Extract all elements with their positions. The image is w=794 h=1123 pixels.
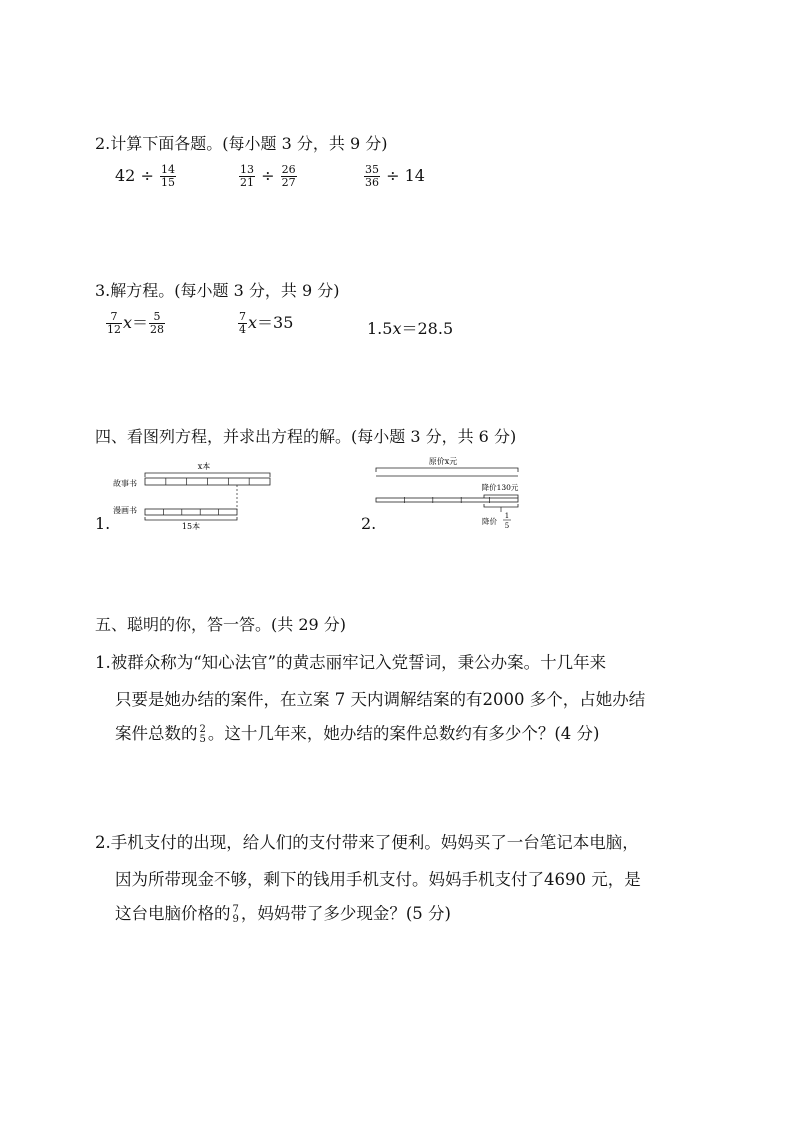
whole-number: 14 — [404, 166, 425, 185]
q2-line-1: 2.手机支付的出现，给人们的支付带来了便利。妈妈买了一台笔记本电脑， — [95, 833, 639, 852]
whole-number: 42 — [115, 166, 136, 185]
row2-label: 漫画书 — [113, 506, 137, 515]
calc-problem-2 — [238, 164, 298, 189]
equation-1 — [105, 310, 166, 336]
equals-sign: ＝ — [401, 319, 418, 338]
variable: x — [123, 313, 133, 332]
fraction — [199, 725, 207, 745]
denominator: 28 — [150, 323, 165, 336]
equals-sign: ＝ — [132, 313, 149, 332]
fraction — [232, 905, 240, 925]
fraction — [149, 311, 165, 336]
bottom-label: 降价 — [482, 517, 497, 526]
numerator: 26 — [281, 163, 296, 176]
section-4-heading: 四、看图列方程，并求出方程的解。(每小题 3 分，共 6 分) — [95, 427, 517, 446]
q1-line-1: 1.被群众称为“知心法官”的黄志丽牢记入党誓词，秉公办案。十几年来 — [95, 653, 607, 672]
denominator: 4 — [239, 323, 246, 336]
top-label: x本 — [197, 462, 211, 471]
equals-sign: ＝ — [257, 313, 274, 332]
price-bar — [376, 498, 518, 502]
divide-sign: ÷ — [386, 166, 400, 185]
equation-3 — [367, 316, 453, 339]
fraction — [160, 164, 176, 189]
coefficient: 1.5 — [367, 319, 393, 338]
mid-brace — [484, 495, 518, 498]
storybook-bar-dividers — [166, 478, 249, 485]
calc-problem-1 — [115, 164, 177, 189]
numerator: 2 — [199, 723, 206, 735]
comic-bar — [145, 509, 237, 515]
bottom-brace — [484, 504, 518, 507]
top-label: 原价x元 — [428, 457, 458, 466]
q1-line-3-end: 。这十几年来，她办结的案件总数约有多少个？(4 分) — [207, 724, 600, 743]
numerator: 7 — [106, 311, 122, 324]
mid-label: 降价130元 — [481, 483, 519, 492]
bottom-label: 15本 — [181, 522, 201, 531]
denominator: 36 — [365, 176, 379, 189]
section-2-heading: 2.计算下面各题。(每小题 3 分，共 9 分) — [95, 134, 388, 153]
q2-line-3 — [115, 900, 451, 925]
fraction — [238, 311, 247, 336]
figure-2-diagram — [370, 452, 530, 534]
fraction — [281, 164, 297, 189]
denominator: 27 — [281, 176, 296, 189]
section-5-heading: 五、聪明的你，答一答。(共 29 分) — [95, 615, 347, 634]
section-3-heading: 3.解方程。(每小题 3 分，共 9 分) — [95, 281, 340, 300]
q1-line-3-start: 案件总数的 — [115, 724, 198, 743]
figure-2-number: 2. — [361, 514, 377, 533]
numerator: 14 — [160, 163, 175, 176]
divide-sign: ÷ — [140, 166, 154, 185]
numerator: 5 — [149, 311, 165, 324]
top-brace — [376, 468, 518, 472]
denominator: 15 — [160, 176, 175, 189]
row1-label: 故事书 — [113, 479, 137, 488]
denominator: 12 — [107, 323, 121, 336]
q2-line-3-start: 这台电脑价格的 — [115, 904, 231, 923]
comic-bar-dividers — [163, 509, 218, 515]
top-brace — [145, 473, 270, 477]
denominator: 5 — [199, 733, 206, 745]
rhs-value: 35 — [273, 313, 294, 332]
denominator: 21 — [240, 176, 254, 189]
numerator: 13 — [240, 163, 254, 176]
fraction — [239, 164, 255, 189]
variable: x — [248, 313, 258, 332]
figure-1-number: 1. — [95, 514, 111, 533]
q2-line-2: 因为所带现金不够，剩下的钱用手机支付。妈妈手机支付了4690 元，是 — [115, 870, 641, 889]
q1-line-3 — [115, 720, 600, 745]
q1-line-2: 只要是她办结的案件，在立案 7 天内调解结案的有2000 多个，占她办结 — [115, 690, 646, 709]
fraction — [106, 311, 122, 336]
calc-problem-3 — [363, 164, 425, 189]
numerator: 35 — [365, 163, 379, 176]
denominator: 9 — [232, 913, 239, 925]
numerator: 7 — [239, 310, 246, 323]
fraction-denominator: 5 — [504, 522, 510, 530]
equation-2 — [237, 310, 293, 336]
fraction-numerator: 1 — [504, 512, 510, 520]
rhs-value: 28.5 — [417, 319, 454, 338]
variable: x — [392, 319, 402, 338]
divide-sign: ÷ — [261, 166, 275, 185]
q2-line-3-end: ，妈妈带了多少现金？(5 分) — [240, 904, 451, 923]
bottom-brace — [145, 517, 237, 520]
numerator: 7 — [232, 903, 239, 915]
figure-1-diagram — [105, 455, 280, 533]
fraction — [364, 164, 380, 189]
